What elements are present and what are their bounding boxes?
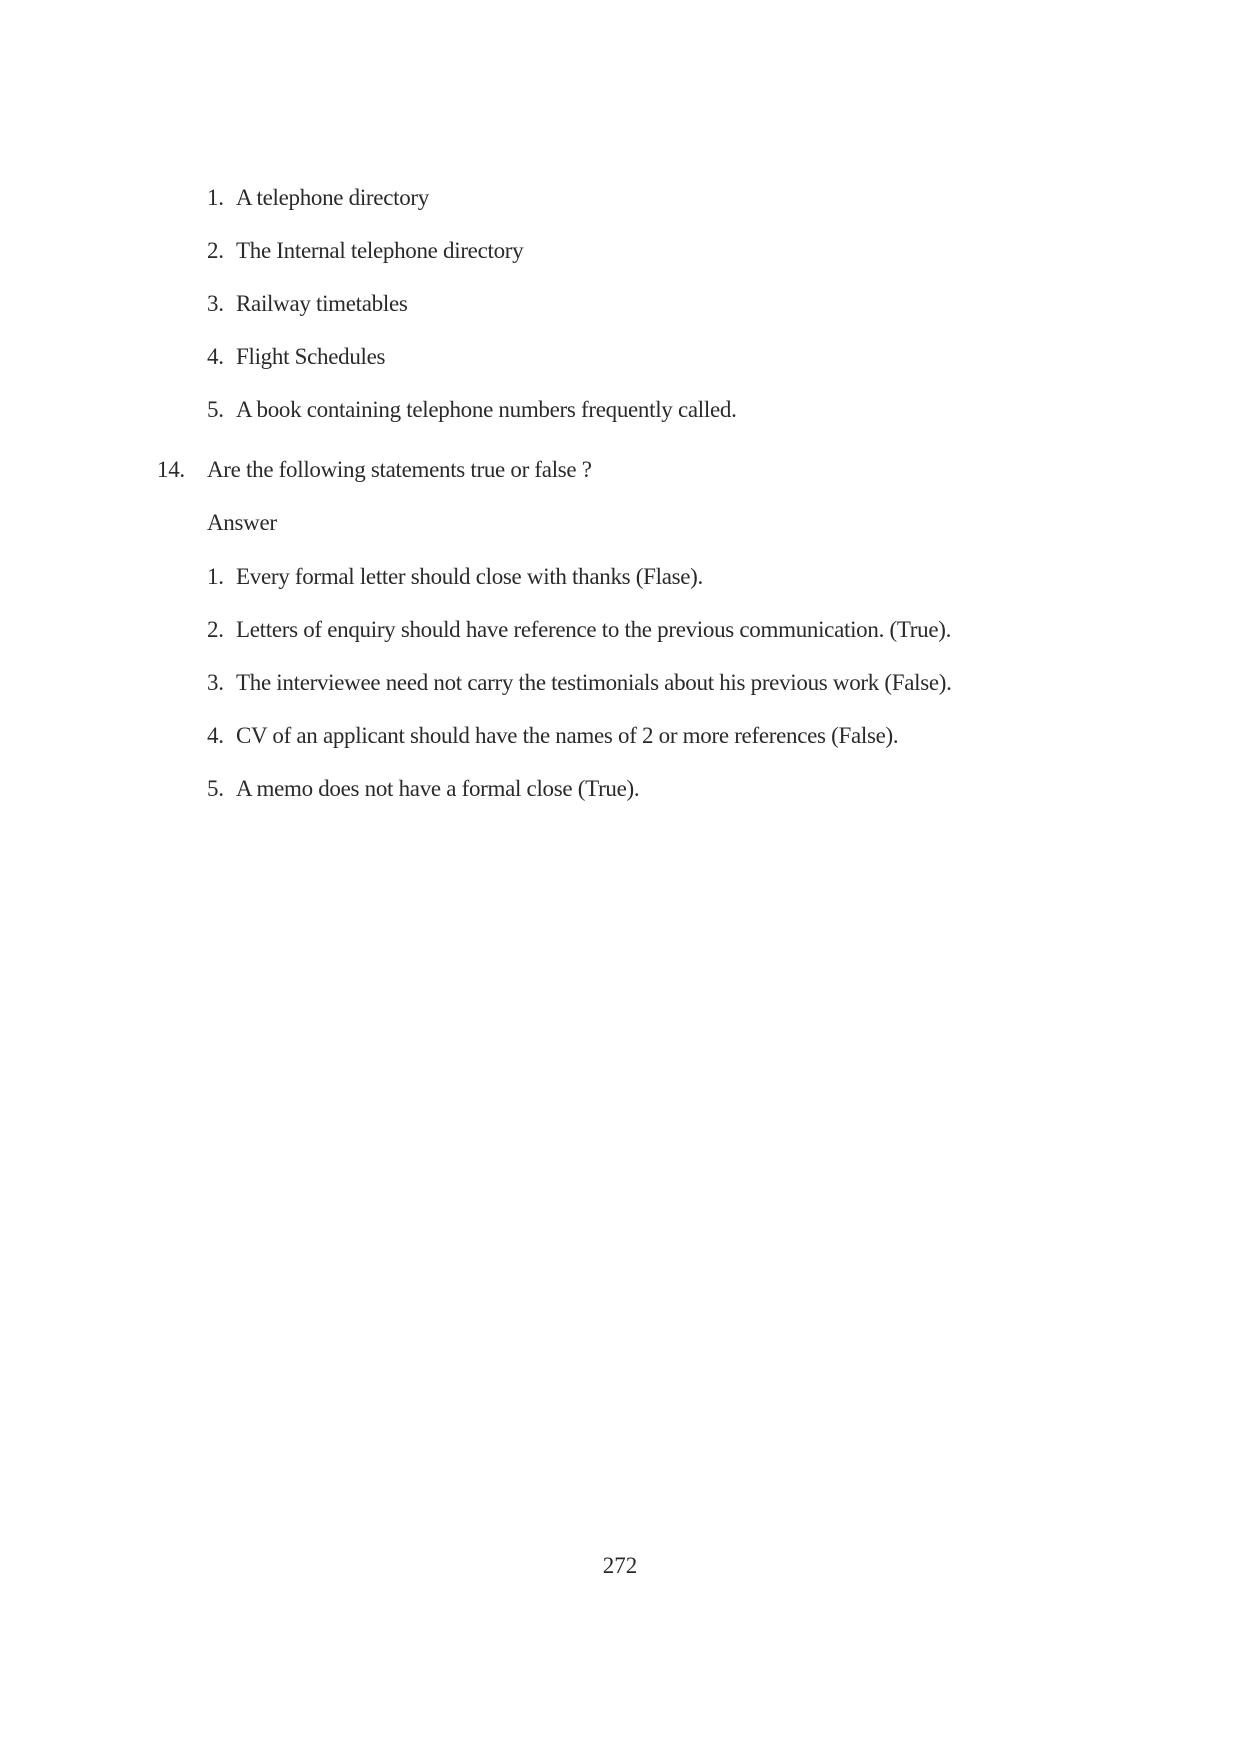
item-number: 1. bbox=[207, 185, 224, 210]
item-number: 1. bbox=[207, 564, 224, 589]
item-text: Railway timetables bbox=[236, 291, 408, 316]
item-number: 5. bbox=[207, 397, 224, 422]
page-number: 272 bbox=[602, 1553, 638, 1578]
item-text: CV of an applicant should have the names of 2 or more references (False). bbox=[236, 723, 899, 748]
item-number: 2. bbox=[207, 617, 224, 642]
item-text: A book containing telephone numbers frequently called. bbox=[236, 397, 737, 422]
item-number: 3. bbox=[207, 670, 224, 695]
item-number: 4. bbox=[207, 723, 224, 748]
item-text: Every formal letter should close with thanks (Flase). bbox=[236, 564, 703, 589]
item-text: A memo does not have a formal close (True). bbox=[236, 776, 640, 801]
item-text: A telephone directory bbox=[236, 185, 429, 210]
item-number: 2. bbox=[207, 238, 224, 263]
item-number: 3. bbox=[207, 291, 224, 316]
question-text: Are the following statements true or false ? bbox=[207, 457, 592, 482]
question-number: 14. bbox=[157, 457, 185, 482]
item-text: The Internal telephone directory bbox=[236, 238, 524, 263]
item-text: Letters of enquiry should have reference to the previous communication. (True). bbox=[236, 617, 952, 642]
question-14 bbox=[0, 455, 1240, 485]
item-number: 5. bbox=[207, 776, 224, 801]
item-text: The interviewee need not carry the testimonials about his previous work (False). bbox=[236, 670, 952, 695]
item-number: 4. bbox=[207, 344, 224, 369]
answer-label: Answer bbox=[207, 510, 277, 535]
item-text: Flight Schedules bbox=[236, 344, 386, 369]
